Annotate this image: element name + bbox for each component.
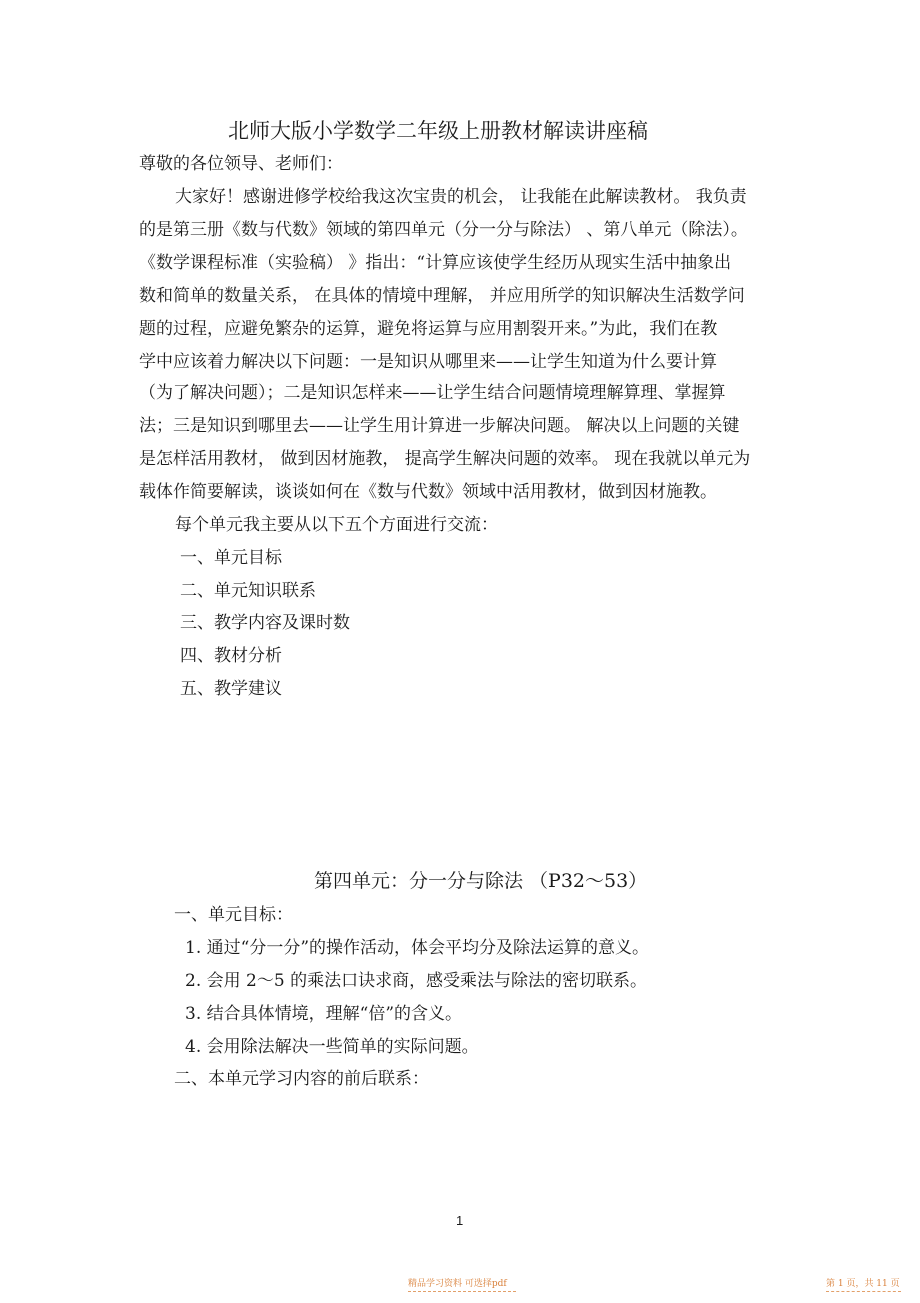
unit4-goal-item: 3. 结合具体情境，理解“倍”的含义。 — [185, 1004, 463, 1024]
footer-divider — [826, 1291, 901, 1292]
unit4-goal-item: 2. 会用 2～5 的乘法口诀求商，感受乘法与除法的密切联系。 — [185, 971, 648, 991]
aspect-item: 一、单元目标 — [180, 548, 282, 568]
intro-line: 学中应该着力解决以下问题：一是知识从哪里来——让学生知道为什么要计算 — [139, 352, 717, 372]
greeting: 尊敬的各位领导、老师们： — [139, 154, 343, 174]
intro-line: 《数学课程标准（实验稿） 》指出：“计算应该使学生经历从现实生活中抽象出 — [139, 253, 732, 273]
intro-line: 数和简单的数量关系， 在具体的情境中理解， 并应用所学的知识解决生活数学问 — [139, 286, 745, 306]
unit4-goal-item: 4. 会用除法解决一些简单的实际问题。 — [185, 1037, 479, 1057]
aspects-intro: 每个单元我主要从以下五个方面进行交流： — [175, 515, 498, 535]
intro-line: 的是第三册《数与代数》领域的第四单元（分一分与除法） 、第八单元（除法）。 — [139, 220, 748, 240]
intro-line: （为了解决问题）；二是知识怎样来——让学生结合问题情境理解算理、掌握算 — [139, 383, 726, 403]
page-title: 北师大版小学数学二年级上册教材解读讲座稿 — [228, 119, 648, 143]
aspect-item: 五、教学建议 — [180, 679, 282, 699]
footer-divider — [408, 1291, 516, 1292]
footer-watermark: 精品学习资料 可选择pdf — [408, 1279, 507, 1289]
intro-line: 法；三是知识到哪里去——让学生用计算进一步解决问题。 解决以上问题的关键 — [139, 416, 740, 436]
footer-page-info: 第 1 页，共 11 页 — [826, 1279, 900, 1289]
aspect-item: 四、教材分析 — [180, 646, 282, 666]
unit4-relation-heading: 二、本单元学习内容的前后联系： — [174, 1069, 429, 1089]
intro-line: 载体作简要解读，谈谈如何在《数与代数》领域中活用教材，做到因材施教。 — [139, 482, 717, 502]
aspect-item: 三、教学内容及课时数 — [180, 613, 350, 633]
intro-line: 是怎样活用教材， 做到因材施教， 提高学生解决问题的效率。 现在我就以单元为 — [139, 449, 751, 469]
unit4-goals-heading: 一、单元目标： — [174, 905, 293, 925]
intro-line: 大家好！感谢进修学校给我这次宝贵的机会， 让我能在此解读教材。 我负责 — [175, 187, 747, 207]
unit4-goal-item: 1. 通过“分一分”的操作活动，体会平均分及除法运算的意义。 — [185, 938, 650, 958]
unit4-title: 第四单元：分一分与除法 （P32～53） — [314, 870, 648, 892]
intro-line: 题的过程，应避免繁杂的运算，避免将运算与应用割裂开来。”为此，我们在教 — [139, 319, 718, 339]
page-number: 1 — [456, 1213, 464, 1228]
aspect-item: 二、单元知识联系 — [180, 581, 316, 601]
